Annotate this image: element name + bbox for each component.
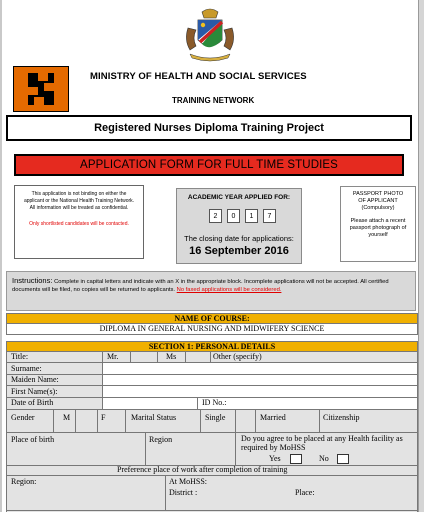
district-label: District :: [169, 488, 198, 497]
instructions-text: Complete in capital letters and indicate with an X in the appropriate block. Incomplete applications will not be accepted. All certified documents will be filed, no copies will be returned to applicants.: [12, 279, 389, 293]
scrollbar-track[interactable]: [419, 0, 424, 512]
marital-married-option[interactable]: Married: [260, 413, 286, 422]
place-of-birth-label: Place of birth: [11, 435, 55, 444]
marital-single-option[interactable]: Single: [205, 413, 226, 422]
network-heading: TRAINING NETWORK: [172, 96, 255, 105]
closing-date-label: The closing date for applications:: [184, 234, 294, 243]
placement-yes-checkbox[interactable]: [290, 454, 302, 464]
personal-details-table: [6, 352, 418, 512]
first-names-label: First Name(s):: [11, 387, 58, 396]
placement-yes-label: Yes: [269, 454, 281, 463]
year-digit[interactable]: 1: [245, 209, 258, 223]
year-digit-boxes: [209, 209, 276, 223]
course-name: DIPLOMA IN GENERAL NURSING AND MIDWIFERY SCIENCE: [6, 324, 418, 335]
coat-of-arms-icon: [180, 6, 240, 66]
notice-line-2: All information will be treated as confidential.: [29, 205, 129, 211]
fax-warning: No faxed applications will be considered.: [176, 287, 282, 293]
confidentiality-notice: [14, 185, 144, 259]
title-label: Title:: [11, 352, 29, 361]
date-of-birth-label: Date of Birth: [11, 398, 54, 407]
at-mohss-label: At MoHSS:: [169, 477, 208, 486]
section-1-heading: SECTION 1: PERSONAL DETAILS: [6, 341, 418, 352]
id-number-label: ID No.:: [202, 398, 227, 407]
title-other-option[interactable]: Other (specify): [213, 352, 262, 361]
citizenship-label: Citizenship: [323, 413, 360, 422]
placement-no-label: No: [319, 454, 329, 463]
passport-photo-box[interactable]: [340, 186, 416, 262]
region-label: Region: [149, 435, 173, 444]
title-mr-option[interactable]: Mr.: [107, 352, 119, 361]
year-digit[interactable]: 7: [263, 209, 276, 223]
surname-label: Surname:: [11, 364, 42, 373]
preference-region-label: Region:: [11, 477, 37, 486]
ministry-heading: MINISTRY OF HEALTH AND SOCIAL SERVICES: [90, 71, 307, 82]
gender-male-option[interactable]: M: [63, 413, 71, 422]
marital-status-label: Marital Status: [131, 413, 177, 422]
instructions-label: Instructions:: [12, 276, 53, 285]
placement-no-checkbox[interactable]: [337, 454, 349, 464]
academic-year-box: [176, 188, 302, 264]
shortlist-notice: Only shortlisted candidates will be contacted.: [29, 221, 129, 227]
training-network-logo-icon: [13, 66, 69, 112]
placement-agreement-question: Do you agree to be placed at any Health facility as required by MoHSS: [241, 434, 403, 452]
form-title: APPLICATION FORM FOR FULL TIME STUDIES: [14, 154, 404, 176]
gender-female-option[interactable]: F: [101, 413, 106, 422]
course-heading: NAME OF COURSE:: [6, 313, 418, 324]
gender-label: Gender: [11, 413, 35, 422]
photo-instruction: Please attach a recent passport photograph of yourself: [349, 218, 407, 238]
document-page: [2, 0, 419, 512]
academic-year-label: ACADEMIC YEAR APPLIED FOR:: [187, 194, 291, 201]
title-ms-option[interactable]: Ms: [166, 352, 177, 361]
photo-note: (Compulsory): [361, 205, 395, 211]
preference-heading: Preference place of work after completion of training: [117, 465, 288, 474]
maiden-name-label: Maiden Name:: [11, 375, 59, 384]
place-label: Place:: [295, 488, 315, 497]
project-title: Registered Nurses Diploma Training Project: [6, 115, 412, 141]
photo-title: PASSPORT PHOTO OF APPLICANT: [352, 191, 404, 204]
notice-line-1: This application is not binding on either the applicant or the National Health Training Network.: [23, 191, 135, 204]
year-digit[interactable]: 2: [209, 209, 222, 223]
instructions-box: [6, 271, 416, 311]
year-digit[interactable]: 0: [227, 209, 240, 223]
closing-date: 16 September 2016: [189, 245, 289, 257]
